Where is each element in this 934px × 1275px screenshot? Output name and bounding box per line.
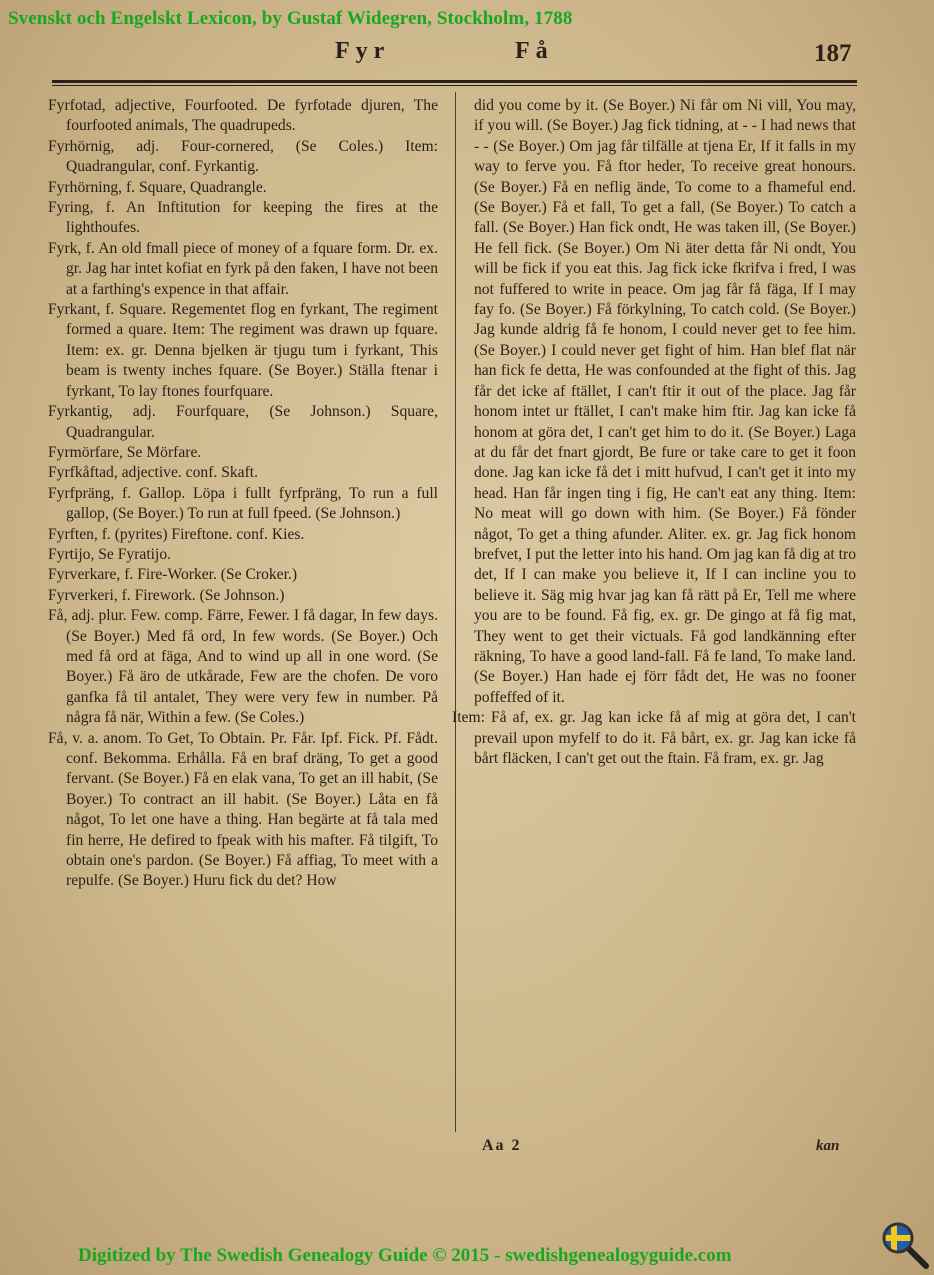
signature-mark: Aa 2 (482, 1137, 522, 1154)
right-column (452, 96, 856, 769)
dictionary-entry: Få, adj. plur. Few. comp. Färre, Fewer. I få dagar, In few days. (Se Boyer.) Med få ord, In few words. (Se Boyer.) Och med få ord at fäga, And to wind up all in one word. (Se Boyer.) Få äro de utkårade, Few are the chofen. De voro ganfka få til antalet, They were very few in number. På några få när, Within a few. (Se Coles.) (48, 607, 438, 727)
dictionary-entry: Fyrtijo, Se Fyratijo. (48, 545, 172, 563)
dictionary-entry: Fyrk, f. An old fmall piece of money of a fquare form. Dr. ex. gr. Jag har intet kofiat en fyrk på den faken, I have not been at a farthing's expence in that affair. (48, 239, 438, 298)
dictionary-entry: Fyrverkeri, f. Firework. (Se Johnson.) (48, 586, 285, 604)
running-head-right: Få (515, 38, 554, 64)
dictionary-entry: Fyrfpräng, f. Gallop. Löpa i fullt fyrfpräng, To run a full gallop, (Se Boyer.) To run at full fpeed. (Se Johnson.) (48, 484, 438, 523)
dictionary-entry: Fyrkant, f. Square. Regementet flog en fyrkant, The regiment formed a quare. Item: The regiment was drawn up fquare. Item: ex. gr. Denna bjelken är tjugu tum i fyrkant, This beam is twenty inches fquare. (Se Boyer.) Ställa ftenar i fyrkant, To lay ftones fourfquare. (48, 301, 438, 400)
dictionary-entry: Få, v. a. anom. To Get, To Obtain. Pr. Får. Ipf. Fick. Pf. Fådt. conf. Bekomma. Erhålla. Få en braf dräng, To get a good fervant. (Se Boyer.) Få en elak vana, To get an ill habit, (Se Boyer.) To contract an ill habit. (Se Boyer.) Låta en få något, To let one have a thing. Han begärte at få tala med fin herre, He defired to fpeak with his mafter. Få tilgift, To obtain one's pardon. (Se Boyer.) Få affiag, To meet with a repulfe. (Se Boyer.) Huru fick du det? How (48, 729, 438, 890)
dictionary-entry: Fyring, f. An Inftitution for keeping the fires at the lighthoufes. (48, 199, 438, 237)
dictionary-entry: did you come by it. (Se Boyer.) Ni får om Ni vill, You may, if you will. (Se Boyer.) Jag fick tidning, at - - I had news that - - (Se Boyer.) Om jag får tilfälle at tjena Er, If it falls in my way to ferve you. Få ftor heder, To receive great honours. (Se Boyer.) Få en neflig ände, To come to a fhameful end. (Se Boyer.) Få et fall, To get a fall, (Se Boyer.) To catch a fall. (Se Boyer.) Han fick ondt, He was taken ill, (Se Boyer.) He fell fick. (Se Boyer.) Om Ni äter detta får Ni ondt, You will be fick if you eat this. Jag fick icke fkrifva i fred, I was not fuffered to write in peace. Om jag får få fäga, If I may fay fo. (Se Boyer.) Få förkylning, To catch cold. (Se Boyer.) Jag kunde aldrig få fe honom, I could never get to fee him. (Se Boyer.) I could never get fight of him. Han blef flat när han fick fe detta, He was confounded at the fight of this. Jag får det icke af ftället, I can't ftir it out of the place. Jag får honom intet ur ftället, I can't make him ftir. Jag kan icke få honom at göra det, I can't get him to do it. (Se Boyer.) Laga at du får det fnart gjordt, Be fure or take care to get it foon done. Jag kan icke få det i mitt hufvud, I can't get it into my head. Han får ingen ting i fig, He can't eat any thing. Item: No meat will go down with him. (Se Boyer.) Få fönder något, To get a thing afunder. Aliter. ex. gr. Jag fick honom brefvet, I put the letter into his hand. Om jag kan få dig at tro det, If I can make you believe it, If I can incline you to believe it. Säg mig hvar jag kan få rätt på Er, Tell me where you are to be found. Få fig, ex. gr. De gingo at få fig mat, They went to get their victuals. Få god landkänning efter räkning, To have a good land-fall. Få fe land, To make land. (Se Boyer.) Han hade ej förr fådt det, He was no fooner poffeffed of it. (474, 97, 856, 706)
banner-title: Svenskt och Engelskt Lexicon, by Gustaf Widegren, Stockholm, 1788 (8, 8, 573, 29)
dictionary-entry: Item: Få af, ex. gr. Jag kan icke få af mig at göra det, I can't prevail upon myfelf to do it. Få bårt, ex. gr. Jag kan icke få bårt fläcken, I can't get out the ftain. Få fram, ex. gr. Jag (452, 709, 856, 767)
left-column (48, 96, 438, 892)
page-number: 187 (814, 40, 852, 67)
header-rule (52, 80, 857, 86)
dictionary-entry: Fyrkantig, adj. Fourfquare, (Se Johnson.) Square, Quadrangular. (48, 403, 438, 441)
catchword: kan (816, 1138, 840, 1154)
running-head (335, 38, 554, 65)
dictionary-entry: Fyrhörning, f. Square, Quadrangle. (48, 178, 267, 196)
dictionary-entry: Fyrverkare, f. Fire-Worker. (Se Croker.) (48, 566, 298, 584)
running-head-left: Fyr (335, 38, 391, 64)
dictionary-entry: Fyrfkåftad, adjective. conf. Skaft. (48, 464, 259, 482)
column-divider (455, 92, 456, 1132)
dictionary-entry: Fyrften, f. (pyrites) Fireftone. conf. Kies. (48, 525, 305, 543)
magnifier-swedish-flag-icon (880, 1220, 930, 1270)
dictionary-entry: Fyrmörfare, Se Mörfare. (48, 443, 202, 461)
footer-credit: Digitized by The Swedish Genealogy Guide © 2015 - swedishgenealogyguide.com (78, 1245, 732, 1266)
dictionary-entry: Fyrfotad, adjective, Fourfooted. De fyrfotade djuren, The fourfooted animals, The quadrupeds. (48, 97, 438, 135)
dictionary-entry: Fyrhörnig, adj. Four-cornered, (Se Coles.) Item: Quadrangular, conf. Fyrkantig. (48, 137, 438, 176)
